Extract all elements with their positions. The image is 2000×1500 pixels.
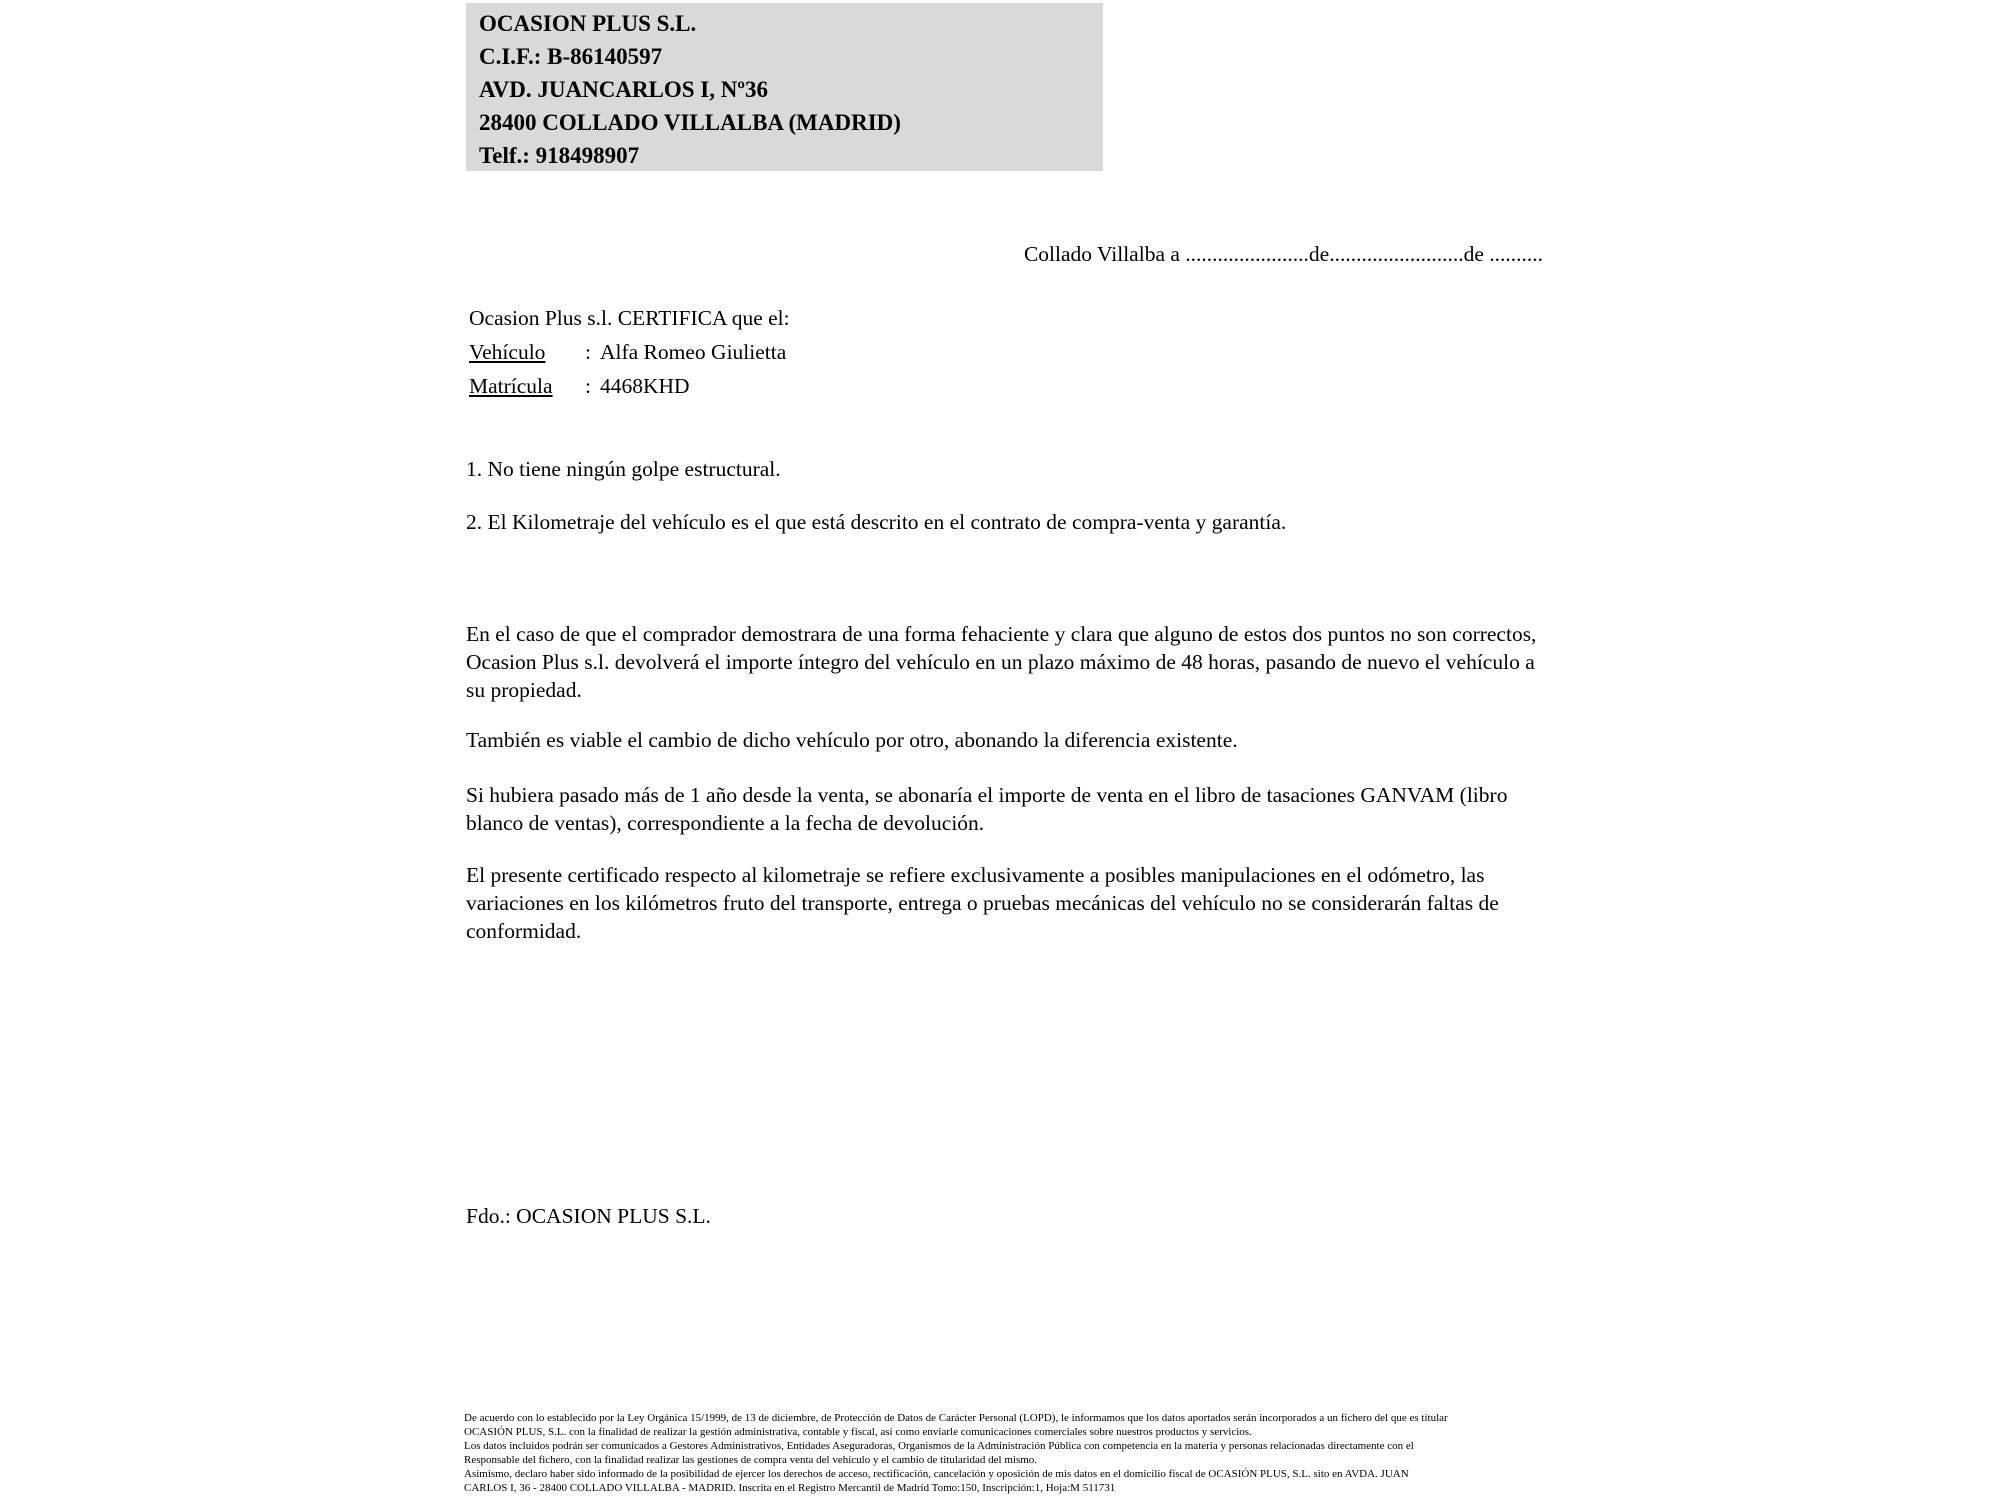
legal-footer (464, 1411, 1574, 1495)
paragraph-exchange: También es viable el cambio de dicho vehículo por otro, abonando la diferencia existente. (466, 728, 1238, 752)
header-box (466, 3, 1103, 171)
company-cif: C.I.F.: B-86140597 (479, 44, 663, 69)
plate-separator: : (585, 374, 591, 398)
vehicle-value: Alfa Romeo Giulietta (599, 340, 787, 364)
legal-line: OCASIÓN PLUS, S.L. con la finalidad de realizar la gestión administrativa, contable y fiscal, así como enviarle comunicaciones comerciales sobre nuestros productos y servicios. (464, 1426, 1252, 1438)
company-city: 28400 COLLADO VILLALBA (MADRID) (479, 110, 901, 135)
company-name: OCASION PLUS S.L. (479, 11, 697, 36)
company-address: AVD. JUANCARLOS I, Nº36 (479, 77, 768, 102)
plate-field (469, 369, 790, 403)
plate-value: 4468KHD (599, 374, 690, 398)
plate-label: Matrícula (469, 374, 553, 398)
signature-line: Fdo.: OCASION PLUS S.L. (466, 1204, 711, 1228)
plate-label-cell (469, 369, 585, 403)
vehicle-separator: : (585, 340, 591, 364)
legal-line: Los datos incluidos podrán ser comunicados a Gestores Administrativos, Entidades Aseguradoras, Organismos de la Administración Pública con competencia en la materia y personas relacionadas directamente con el (464, 1440, 1414, 1452)
vehicle-label: Vehículo (469, 340, 546, 364)
legal-line: De acuerdo con lo establecido por la Ley Orgánica 15/1999, de 13 de diciembre, de Protección de Datos de Carácter Personal (LOPD), le informamos que los datos aportados serán incorporados a un fichero del que es titular (464, 1412, 1448, 1424)
numbered-item-2: 2. El Kilometraje del vehículo es el que está descrito en el contrato de compra-venta y garantía. (466, 510, 1287, 534)
paragraph-odometer: El presente certificado respecto al kilometraje se refiere exclusivamente a posibles manipulaciones en el odómetro, las variaciones en los kilómetros fruto del transporte, entrega o pruebas mecánicas del vehículo no se considerarán faltas de conformidad. (466, 863, 1499, 943)
paragraph-ganvam: Si hubiera pasado más de 1 año desde la venta, se abonaría el importe de venta en el libro de tasaciones GANVAM (libro blanco de ventas), correspondiente a la fecha de devolución. (466, 783, 1508, 835)
vehicle-label-cell (469, 335, 585, 369)
legal-line: Responsable del fichero, con la finalidad realizar las gestiones de compra venta del vehículo y el cambio de titularidad del mismo. (464, 1454, 1038, 1466)
date-line: Collado Villalba a .......................de.........................de .......... (1023, 242, 1543, 266)
legal-line: Asimismo, declaro haber sido informado de la posibilidad de ejercer los derechos de acceso, rectificación, cancelación y oposición de mis datos en el domicilio fiscal de OCASIÓN PLUS, S.L. sito en AVDA. JUAN (464, 1468, 1409, 1480)
numbered-item-1: 1. No tiene ningún golpe estructural. (466, 457, 781, 481)
legal-line: CARLOS I, 36 - 28400 COLLADO VILLALBA - MADRID. Inscrita en el Registro Mercantil de Madrid Tomo:150, Inscripción:1, Hoja:M 511731 (464, 1482, 1116, 1494)
certify-intro: Ocasion Plus s.l. CERTIFICA que el: (469, 306, 790, 330)
certification-block (469, 301, 790, 403)
vehicle-field (469, 335, 790, 369)
company-phone: Telf.: 918498907 (479, 143, 640, 168)
paragraph-refund: En el caso de que el comprador demostrara de una forma fehaciente y clara que alguno de estos dos puntos no son correctos, Ocasion Plus s.l. devolverá el importe íntegro del vehículo en un plazo máximo de 48 horas, pasando de nuevo el vehículo a su propiedad. (466, 622, 1537, 702)
